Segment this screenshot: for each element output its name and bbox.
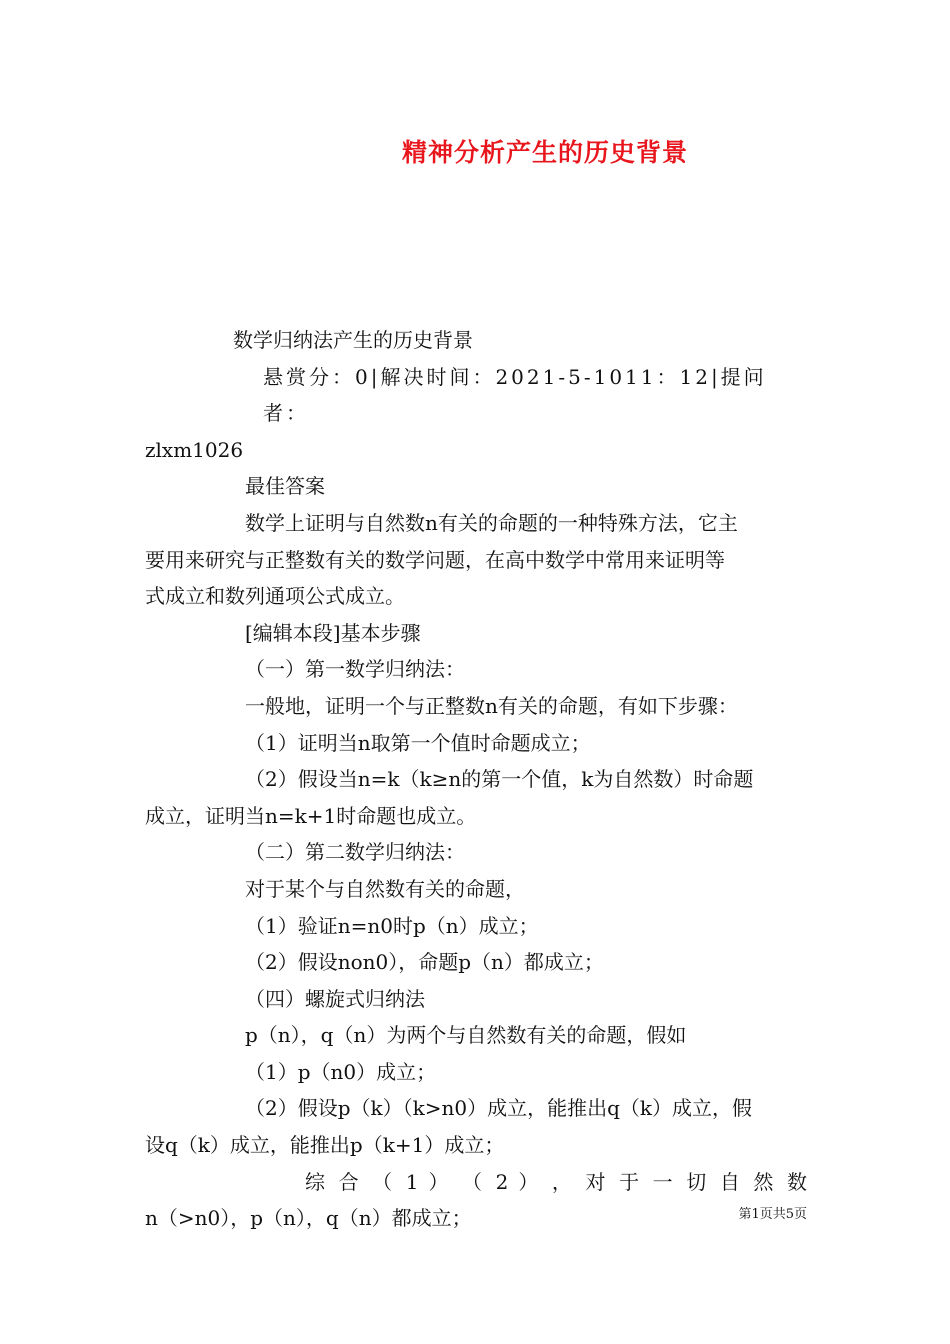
document-title: 精神分析产生的历史背景 bbox=[401, 138, 688, 167]
document-body bbox=[145, 322, 807, 1237]
paragraph-line: 要用来研究与正整数有关的数学问题，在高中数学中常用来证明等 bbox=[145, 547, 725, 572]
method-heading: （一）第一数学归纳法： bbox=[245, 657, 465, 682]
step-item: （2）假设当n=k（k≥n的第一个值，k为自然数）时命题 bbox=[245, 767, 754, 792]
step-item: （2）假设non0），命题p（n）都成立； bbox=[245, 950, 604, 975]
paragraph-line: p（n），q（n）为两个与自然数有关的命题，假如 bbox=[245, 1023, 687, 1048]
step-item-continuation: 设q（k）成立，能推出p（k+1）成立； bbox=[145, 1133, 505, 1158]
step-item-continuation: 成立，证明当n=k+1时命题也成立。 bbox=[145, 803, 477, 828]
conclusion-line: 综 合 （ 1 ） （ 2 ） ， 对 于 一 切 自 然 数 bbox=[305, 1169, 807, 1194]
step-item: （1）p（n0）成立； bbox=[245, 1059, 437, 1084]
conclusion-continuation: n（>n0），p（n），q（n）都成立； bbox=[145, 1206, 472, 1231]
paragraph-line: 式成立和数列通项公式成立。 bbox=[145, 584, 405, 609]
best-answer-label: 最佳答案 bbox=[245, 474, 325, 499]
page-indicator: 第1页共5页 bbox=[738, 1207, 807, 1222]
paragraph-line: 数学上证明与自然数n有关的命题的一种特殊方法，它主 bbox=[245, 510, 738, 535]
paragraph-line: 一般地，证明一个与正整数n有关的命题，有如下步骤： bbox=[245, 693, 738, 718]
step-item: （2）假设p（k）（k>n0）成立，能推出q（k）成立，假 bbox=[245, 1096, 753, 1121]
article-heading: 数学归纳法产生的历史背景 bbox=[233, 328, 473, 352]
method-heading: （二）第二数学归纳法： bbox=[245, 840, 465, 865]
paragraph-line: 对于某个与自然数有关的命题， bbox=[245, 876, 525, 901]
step-item: （1）验证n=n0时p（n）成立； bbox=[245, 913, 539, 938]
section-heading: [编辑本段]基本步骤 bbox=[245, 620, 421, 645]
asker-name: zlxm1026 bbox=[145, 437, 244, 462]
question-meta: 悬赏分：0|解决时间：2021-5-1011：12|提问者： bbox=[263, 364, 767, 426]
step-item: （1）证明当n取第一个值时命题成立； bbox=[245, 730, 591, 755]
method-heading: （四）螺旋式归纳法 bbox=[245, 986, 425, 1011]
